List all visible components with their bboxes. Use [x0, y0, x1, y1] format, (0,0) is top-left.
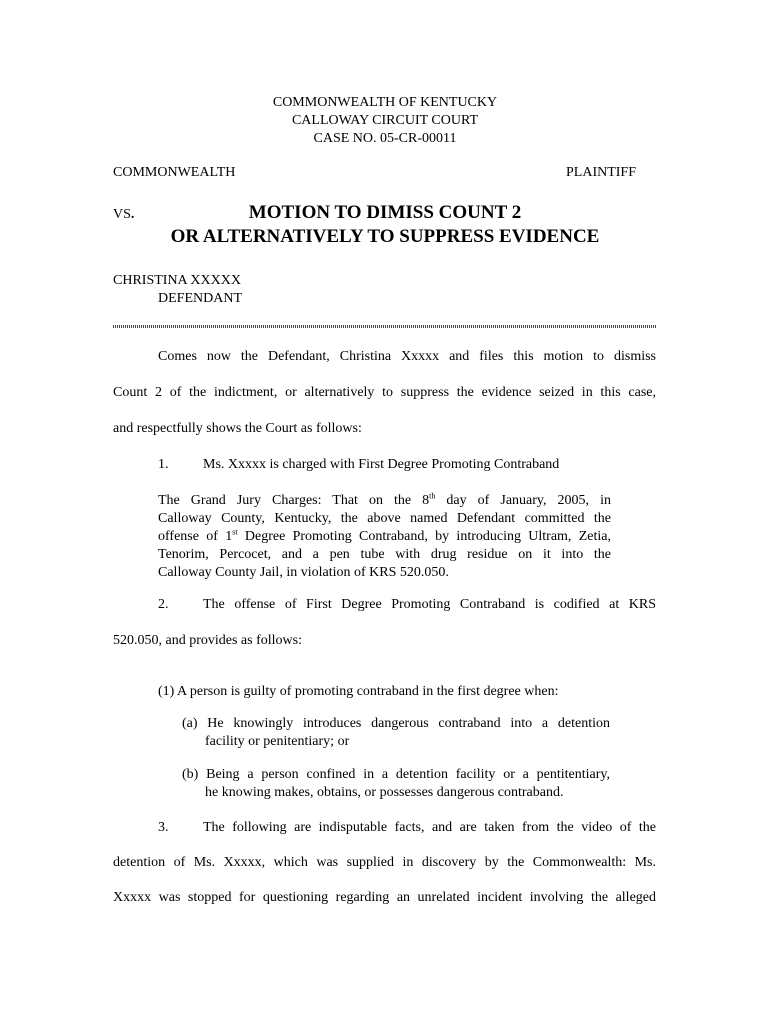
statute-a-line-1: (a) He knowingly introduces dangerous contraband into a detention [182, 716, 610, 731]
caption-divider [113, 325, 656, 328]
charge-line-2: Calloway County, Kentucky, the above named Defendant committed the [158, 511, 611, 526]
statute-b-line-2: he knowing makes, obtains, or possesses dangerous contraband. [205, 785, 564, 800]
court-state-line: COMMONWEALTH OF KENTUCKY [272, 95, 498, 110]
motion-title-line2: OR ALTERNATIVELY TO SUPPRESS EVIDENCE [170, 226, 600, 247]
charge-line-3: offense of 1st Degree Promoting Contraband, by introducing Ultram, Zetia, [158, 527, 611, 544]
intro-line-1: Comes now the Defendant, Christina Xxxxx and files this motion to dismiss [158, 349, 656, 364]
item-2-line-2: 520.050, and provides as follows: [113, 633, 302, 648]
charge-line-1: The Grand Jury Charges: That on the 8th day of January, 2005, in [158, 491, 611, 508]
statute-subsection-1: (1) A person is guilty of promoting contraband in the first degree when: [158, 684, 559, 699]
item-1-text: Ms. Xxxxx is charged with First Degree Promoting Contraband [203, 457, 560, 472]
statute-b-line-1: (b) Being a person confined in a detention facility or a pentitentiary, [182, 767, 610, 782]
court-name-line: CALLOWAY CIRCUIT COURT [291, 113, 479, 128]
charge-line-4: Tenorim, Percocet, and a pen tube with drug residue on it into the [158, 547, 611, 562]
statute-a-line-2: facility or penitentiary; or [205, 734, 350, 749]
item-3-line-2: detention of Ms. Xxxxx, which was supplied in discovery by the Commonwealth: Ms. [113, 855, 656, 870]
item-2-number: 2. [158, 597, 169, 612]
item-2-line-1: The offense of First Degree Promoting Contraband is codified at KRS [203, 597, 656, 612]
item-3-line-1: The following are indisputable facts, and are taken from the video of the [203, 820, 656, 835]
grand-jury-charge [158, 492, 611, 582]
item-1-number: 1. [158, 457, 169, 472]
motion-title-line1: MOTION TO DIMISS COUNT 2 [248, 202, 522, 223]
versus-dot: . [130, 207, 135, 222]
plaintiff-role: PLAINTIFF [566, 165, 637, 180]
case-number: CASE NO. 05-CR-00011 [313, 131, 457, 146]
defendant-role: DEFENDANT [158, 291, 242, 306]
intro-line-3: and respectfully shows the Court as follows: [113, 421, 362, 436]
defendant-name: CHRISTINA XXXXX [113, 273, 241, 288]
versus-text: VS [113, 207, 131, 222]
intro-line-2: Count 2 of the indictment, or alternatively to suppress the evidence seized in this case, [113, 385, 656, 400]
plaintiff-name: COMMONWEALTH [113, 165, 236, 180]
item-3-line-3: Xxxxx was stopped for questioning regarding an unrelated incident involving the alleged [113, 890, 656, 905]
item-3-number: 3. [158, 820, 169, 835]
charge-line-5: Calloway County Jail, in violation of KRS 520.050. [158, 565, 449, 580]
